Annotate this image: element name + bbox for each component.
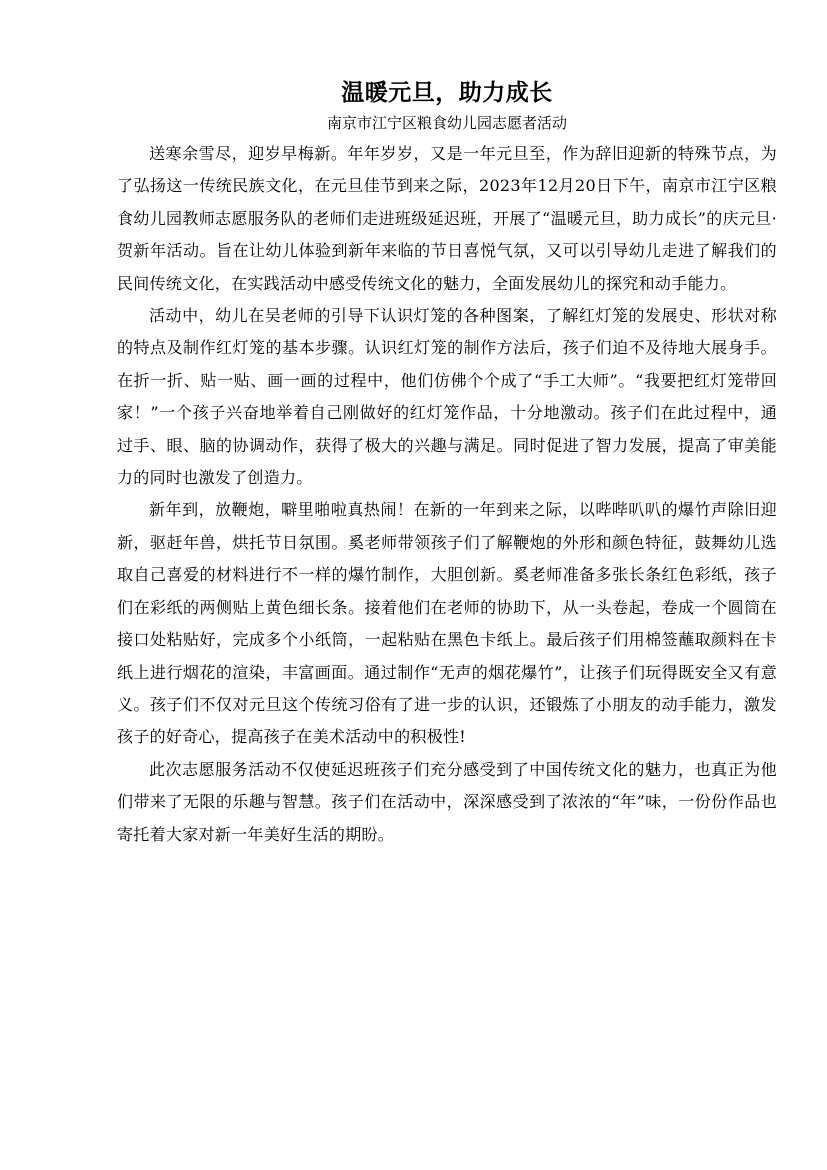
paragraph-3: 新年到，放鞭炮，噼里啪啦真热闹！在新的一年到来之际，以哔哔叭叭的爆竹声除旧迎新，驱赶年兽，烘托节日氛围。奚老师带领孩子们了解鞭炮的外形和颜色特征，鼓舞幼儿选取自己喜爱的材料进行不一样的爆竹制作，大胆创新。奚老师准备多张长条红色彩纸，孩子们在彩纸的两侧贴上黄色细长条。接着他们在老师的协助下，从一头卷起，卷成一个圆筒在接口处粘贴好，完成多个小纸筒，一起粘贴在黑色卡纸上。最后孩子们用棉签蘸取颜料在卡纸上进行烟花的渲染，丰富画面。通过制作“无声的烟花爆竹”，让孩子们玩得既安全又有意义。孩子们不仅对元旦这个传统习俗有了进一步的认识，还锻炼了小朋友的动手能力，激发孩子的好奇心，提高孩子在美术活动中的积极性!	[117, 500, 777, 747]
paragraph-2: 活动中，幼儿在吴老师的引导下认识灯笼的各种图案，了解红灯笼的发展史、形状对称的特点及制作红灯笼的基本步骤。认识红灯笼的制作方法后，孩子们迫不及待地大展身手。在折一折、贴一贴、画一画的过程中，他们仿佛个个成了“手工大师”。“我要把红灯笼带回家！”一个孩子兴奋地举着自己刚做好的红灯笼作品，十分地激动。孩子们在此过程中，通过手、眼、脑的协调动作，获得了极大的兴趣与满足。同时促进了智力发展，提高了审美能力的同时也激发了创造力。	[117, 306, 777, 488]
paragraph-4: 此次志愿服务活动不仅使延迟班孩子们充分感受到了中国传统文化的魅力，也真正为他们带来了无限的乐趣与智慧。孩子们在活动中，深深感受到了浓浓的“年”味，一份份作品也寄托着大家对新一年美好生活的期盼。	[117, 759, 777, 844]
document-subtitle: 南京市江宁区粮食幼儿园志愿者活动	[326, 114, 567, 132]
paragraph-1: 送寒余雪尽，迎岁早梅新。年年岁岁，又是一年元旦至，作为辞旧迎新的特殊节点，为了弘扬这一传统民族文化，在元旦佳节到来之际，2023年12月20日下午，南京市江宁区粮食幼儿园教师志愿服务队的老师们走进班级延迟班，开展了“温暖元旦，助力成长”的庆元旦·贺新年活动。旨在让幼儿体验到新年来临的节日喜悦气氛，又可以引导幼儿走进了解我们的民间传统文化，在实践活动中感受传统文化的魅力，全面发展幼儿的探究和动手能力。	[117, 144, 777, 293]
document-page	[117, 74, 777, 851]
document-title: 温暖元旦，助力成长	[341, 79, 553, 106]
